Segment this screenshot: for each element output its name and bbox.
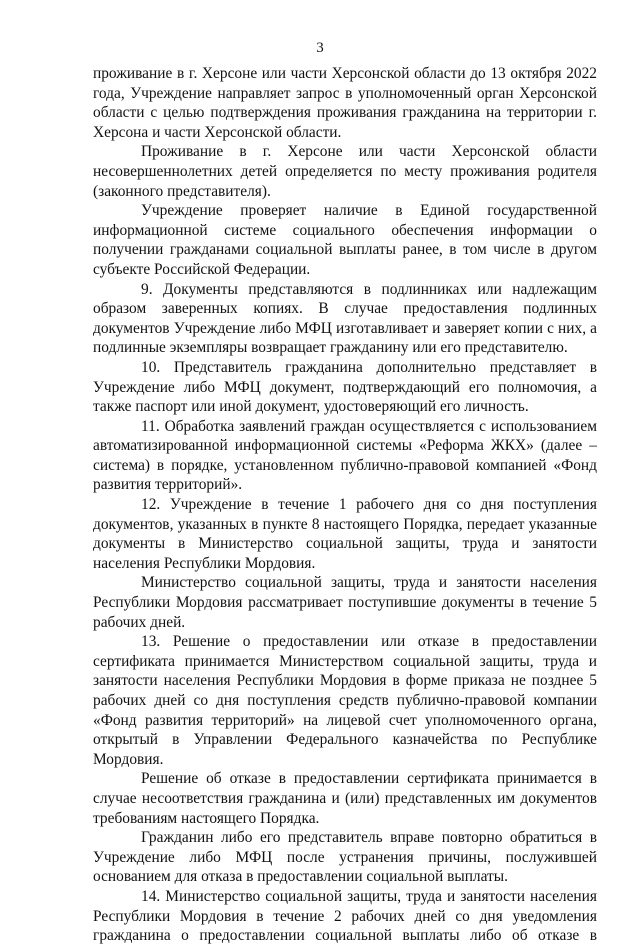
document-body	[93, 64, 597, 946]
paragraph-item-11: 11. Обработка заявлений граждан осуществляется с использованием автоматизированной информационной системы «Реформа ЖКХ» (далее – система) в порядке, установленном публично-правовой компанией «Фонд развития территорий».	[93, 417, 597, 494]
paragraph-reapplication: Гражданин либо его представитель вправе повторно обратиться в Учреждение либо МФЦ после устранения причины, послужившей основанием для отказа в предоставлении социальной выплаты.	[93, 829, 597, 886]
paragraph-item-12: 12. Учреждение в течение 1 рабочего дня со дня поступления документов, указанных в пункте 8 настоящего Порядка, передает указанные документы в Министерство социальной защиты, труда и занятости населения Республики Мордовия.	[93, 496, 597, 572]
paragraph-item-14: 14. Министерство социальной защиты, труда и занятости населения Республики Мордовия в течение 2 рабочих дней со дня уведомления гражданина о предоставлении социальной выплаты либо об отказе в	[93, 887, 597, 945]
page-number: 3	[316, 40, 324, 56]
paragraph-egisso-check: Учреждение проверяет наличие в Единой государственной информационной системе социального обеспечения информации о получении гражданами социальной выплаты ранее, в том числе в другом субъекте Российской Федерации.	[93, 202, 597, 278]
paragraph-refusal-grounds: Решение об отказе в предоставлении сертификата принимается в случае несоответствия гражданина и (или) представленных им документов требованиям настоящего Порядка.	[93, 770, 597, 827]
paragraph-continuation: проживание в г. Херсоне или части Херсонской области до 13 октября 2022 года, Учреждение направляет запрос в уполномоченный орган Херсонской области с целью подтверждения проживания гражданина на территории г. Херсона и части Херсонской области.	[93, 65, 597, 141]
paragraph-item-13: 13. Решение о предоставлении или отказе в предоставлении сертификата принимается Министерством социальной защиты, труда и занятости населения Республики Мордовия в форме приказа не позднее 5 рабочих дней со дня поступления средств публично-правовой компании «Фонд развития территорий» на лицевой счет уполномоченного органа, открытый в Управлении Федерального казначейства по Республике Мордовия.	[93, 633, 597, 768]
paragraph-residence-children: Проживание в г. Херсоне или части Херсонской области несовершеннолетних детей определяется по месту проживания родителя (законного представителя).	[93, 143, 597, 200]
paragraph-item-9: 9. Документы представляются в подлинниках или надлежащим образом заверенных копиях. В случае предоставления подлинных документов Учреждение либо МФЦ изготавливает и заверяет копии с них, а подлинные экземпляры возвращает гражданину или его представителю.	[93, 280, 597, 357]
paragraph-ministry-review: Министерство социальной защиты, труда и занятости населения Республики Мордовия рассматривает поступившие документы в течение 5 рабочих дней.	[93, 574, 597, 631]
paragraph-item-10: 10. Представитель гражданина дополнительно представляет в Учреждение либо МФЦ документ, подтверждающий его полномочия, а также паспорт или иной документ, удостоверяющий его личность.	[93, 358, 597, 416]
